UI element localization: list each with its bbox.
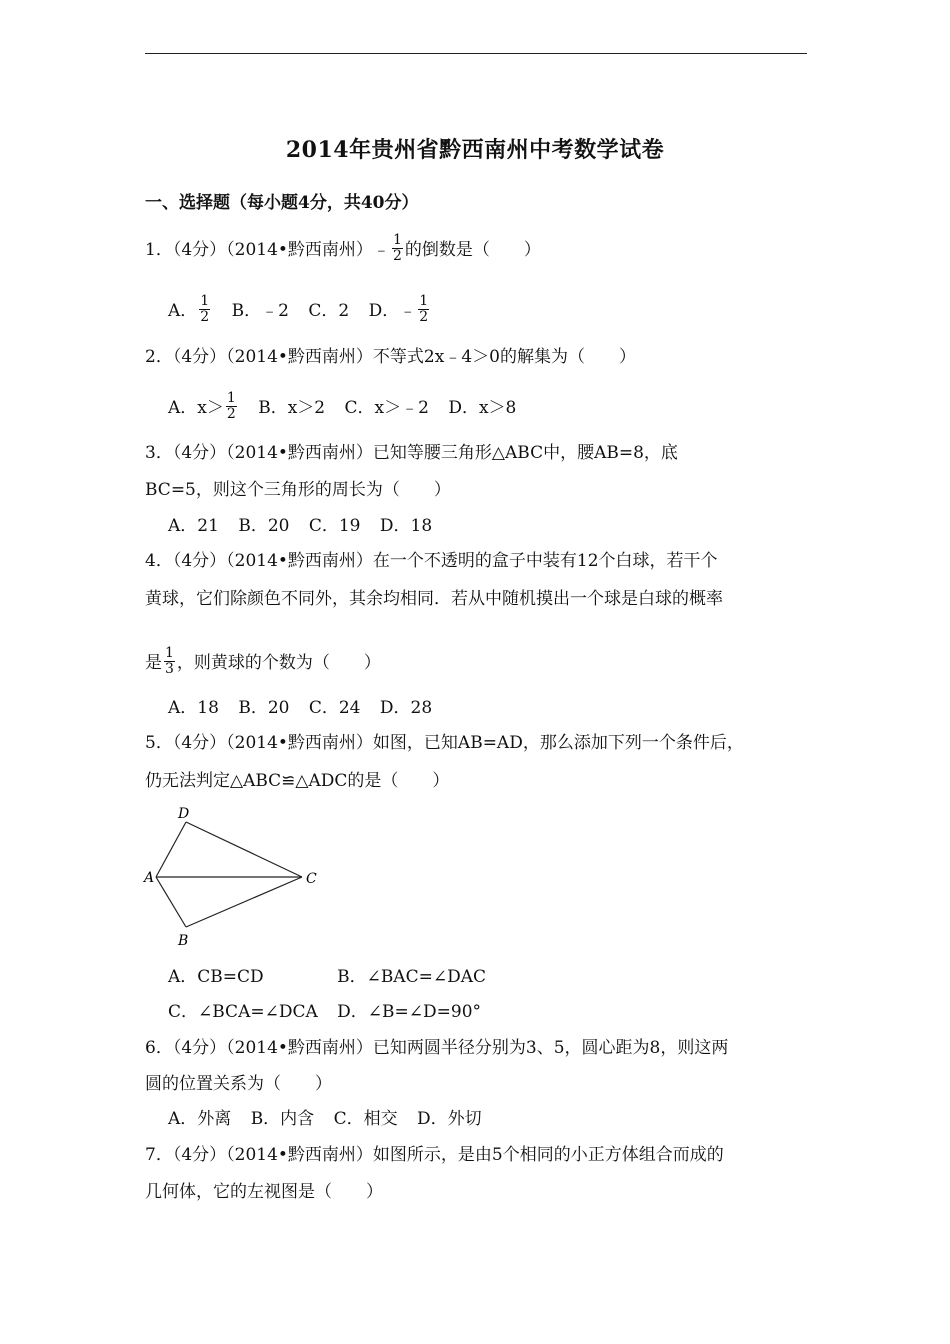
q1-fraction: $\frac{1}{2}$ <box>392 232 402 264</box>
q5-option-b: B．∠BAC=∠DAC <box>337 967 486 987</box>
q3-option-b: B．20 <box>238 516 290 536</box>
q4-options <box>168 696 432 720</box>
q7-stem-line2: 几何体，它的左视图是（ ） <box>145 1182 383 1202</box>
q6-option-d: D．外切 <box>417 1109 482 1129</box>
q2-option-c: C．x＞﹣2 <box>344 398 429 418</box>
q4-fraction: $\frac{1}{3}$ <box>165 645 174 677</box>
vertex-label-a: A <box>144 870 155 886</box>
q5-quadrilateral-figure <box>140 800 330 950</box>
vertex-label-c: C <box>306 871 317 887</box>
q7-stem-line1: 7．（4分）（2014•黔西南州）如图所示，是由5个相同的小正方体组合而成的 <box>145 1145 724 1165</box>
segment-ab <box>156 877 186 927</box>
q1-option-d-fraction: $\frac{1}{2}$ <box>419 293 429 325</box>
q3-options <box>168 514 432 538</box>
q2-stem: 2．（4分）（2014•黔西南州）不等式2x﹣4＞0的解集为（ ） <box>145 347 636 367</box>
q1-option-b: B．﹣2 <box>231 301 289 321</box>
q1-option-c: C．2 <box>308 301 350 321</box>
segment-ad <box>156 822 186 877</box>
q5-stem-line1: 5．（4分）（2014•黔西南州）如图，已知AB=AD，那么添加下列一个条件后， <box>145 733 744 753</box>
page-title: 2014年贵州省黔西南州中考数学试卷 <box>285 137 665 163</box>
q4-stem-text-end: ，则黄球的个数为（ ） <box>176 653 381 673</box>
segment-dc <box>186 822 302 877</box>
q4-stem-line3 <box>145 645 381 679</box>
q1-options <box>168 293 431 327</box>
q6-stem-line2: 圆的位置关系为（ ） <box>145 1074 332 1094</box>
q2-option-d: D．x＞8 <box>448 398 517 418</box>
q3-stem-line1: 3．（4分）（2014•黔西南州）已知等腰三角形△ABC中，腰AB=8，底 <box>145 443 678 463</box>
q4-option-c: C．24 <box>308 698 361 718</box>
q3-option-d: D．18 <box>379 516 433 536</box>
q5-options-row1 <box>168 965 486 989</box>
segment-bc <box>186 877 302 927</box>
q6-option-a: A．外离 <box>168 1109 232 1129</box>
q5-option-a: A．CB=CD <box>168 967 264 987</box>
q2-option-b: B．x＞2 <box>258 398 326 418</box>
q4-stem-text: 是 <box>145 653 162 673</box>
q3-stem-line2: BC=5，则这个三角形的周长为（ ） <box>145 480 451 500</box>
q5-stem-line2: 仍无法判定△ABC≌△ADC的是（ ） <box>145 771 450 791</box>
vertex-label-d: D <box>178 806 190 822</box>
q1-option-d: D．﹣ <box>368 301 417 321</box>
q6-stem-line1: 6．（4分）（2014•黔西南州）已知两圆半径分别为3、5，圆心距为8，则这两 <box>145 1038 729 1058</box>
q4-stem-line1: 4．（4分）（2014•黔西南州）在一个不透明的盒子中装有12个白球，若干个 <box>145 551 718 571</box>
header-rule <box>145 53 807 54</box>
q1-stem-text: 1．（4分）（2014•黔西南州）﹣ <box>145 240 390 260</box>
q4-option-b: B．20 <box>238 698 290 718</box>
q1-option-a: A． <box>168 301 198 321</box>
q4-stem-line2: 黄球，它们除颜色不同外，其余均相同．若从中随机摸出一个球是白球的概率 <box>145 589 723 609</box>
q1-stem-text-end: 的倒数是（ ） <box>404 240 541 260</box>
q2-option-a-fraction: $\frac{1}{2}$ <box>226 390 236 422</box>
q4-option-d: D．28 <box>379 698 433 718</box>
section-heading: 一、选择题（每小题4分，共40分） <box>145 193 419 213</box>
q3-option-c: C．19 <box>308 516 361 536</box>
q5-options-row2 <box>168 1000 481 1024</box>
q6-option-c: C．相交 <box>333 1109 398 1129</box>
q2-option-a: A．x＞ <box>168 398 224 418</box>
q3-option-a: A．21 <box>168 516 219 536</box>
q5-option-d: D．∠B=∠D=90° <box>337 1002 482 1022</box>
q4-option-a: A．18 <box>168 698 219 718</box>
q1-stem <box>145 232 541 266</box>
q6-option-b: B．内含 <box>250 1109 315 1129</box>
vertex-label-b: B <box>178 933 189 949</box>
q5-option-c: C．∠BCA=∠DCA <box>168 1002 318 1022</box>
q2-options <box>168 390 517 424</box>
q1-option-a-fraction: $\frac{1}{2}$ <box>200 293 210 325</box>
q6-options <box>168 1107 482 1131</box>
